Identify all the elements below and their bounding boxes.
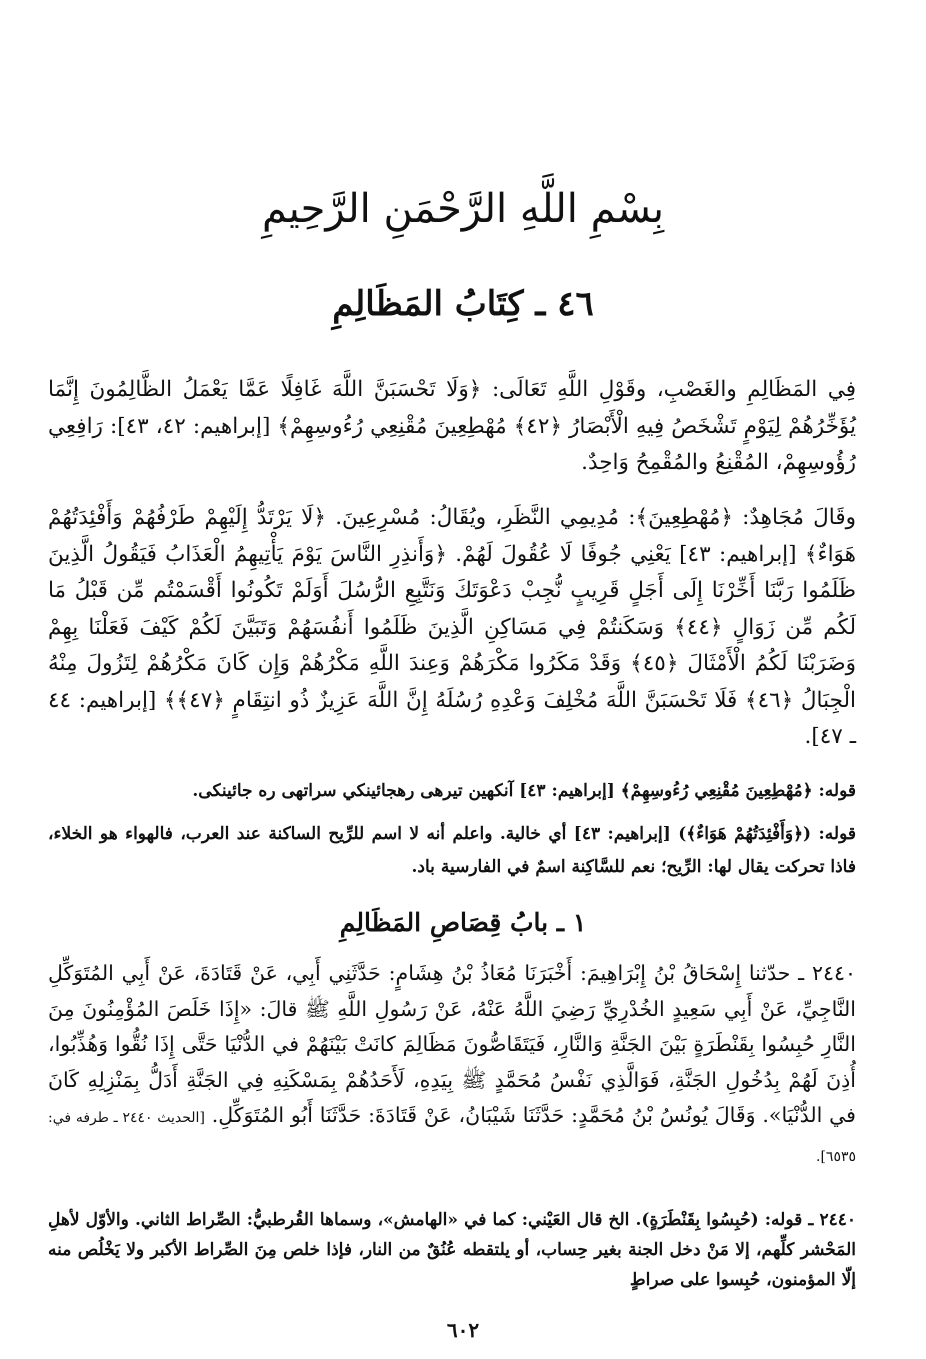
chapter-title: ١ ـ بابُ قِصَاصِ المَظَالِمِ	[339, 908, 587, 937]
commentary-note-2: قوله: (﴿وَأَفْئِدَتُهُمْ هَوَاءٌ﴾) [إبراهيم: ٤٣] أي خالية. واعلم أنه لا اسم للرِّيح الساكنة عند العرب، فالهواء هو الخلاء، فاذا تحركت يقال لها: الرِّيح؛ نعم للسَّاكِنة اسمٌ في الفارسية باد.	[48, 824, 856, 877]
hadith-text: ٢٤٤٠ ـ حدّثنا إِسْحَاقُ بْنُ إِبْرَاهِيمَ: أَخْبَرَنَا مُعَاذُ بْنُ هِشَامٍ: حَدَّثَنِي أَبِي، عَنْ قَتَادَةَ، عَنْ أَبِي المُتَوَكِّلِ النَّاجِيِّ، عَنْ أَبِي سَعِيدٍ الخُدْرِيِّ رَضِيَ اللَّهُ عَنْهُ، عَنْ رَسُولِ اللَّهِ ﷺ قالَ: «إِذَا خَلَصَ المُؤْمِنُونَ مِنَ النَّارِ حُبِسُوا بِقَنْطَرَةٍ بَيْنَ الجَنَّةِ وَالنَّارِ، فَيَتَقَاصُّونَ مَظَالِمَ كانَتْ بَيْنَهُمْ في الدُّنْيَا حَتَّى إِذَا نُقُّوا وَهُذِّبُوا، أُذِنَ لَهُمْ بِدُخُولِ الجَنَّةِ، فَوَالَّذِي نَفْسُ مُحَمَّدٍ ﷺ بِيَدِهِ، لَأَحَدُهُمْ بِمَسْكَنِهِ فِي الجَنَّةِ أَدَلُّ بِمَنْزِلِهِ كَانَ في الدُّنْيَا». وَقَالَ يُونُسُ بْنُ مُحَمَّدٍ: حَدَّثَنَا شَيْبَانُ، عَنْ قَتَادَةَ: حَدَّثَنَا أَبُو المُتَوَكِّلِ.	[48, 961, 856, 1127]
mujahid-paragraph: وقَالَ مُجَاهِدٌ: ﴿مُهْطِعِينَ﴾: مُدِيمِي النَّظَرِ، ويُقَالُ: مُسْرِعِينَ. ﴿لَا يَرْتَدُّ إِلَيْهِمْ طَرْفُهُمْ وَأَفْئِدَتُهُمْ هَوَاءٌ﴾ [إبراهيم: ٤٣] يَعْنِي جُوفًا لَا عُقُولَ لَهُمْ. ﴿وَأَنذِرِ النَّاسَ يَوْمَ يَأْتِيهِمُ الْعَذَابُ فَيَقُولُ الَّذِينَ ظَلَمُوا رَبَّنَا أَخِّرْنَا إِلَى أَجَلٍ قَرِيبٍ نُّجِبْ دَعْوَتَكَ وَنَتَّبِعِ الرُّسُلَ أَوَلَمْ تَكُونُوا أَقْسَمْتُم مِّن قَبْلُ مَا لَكُم مِّن زَوَالٍ ﴿٤٤﴾ وَسَكَنتُمْ فِي مَسَاكِنِ الَّذِينَ ظَلَمُوا أَنفُسَهُمْ وَتَبَيَّنَ لَكُمْ كَيْفَ فَعَلْنَا بِهِمْ وَضَرَبْنَا لَكُمُ الْأَمْثَالَ ﴿٤٥﴾ وَقَدْ مَكَرُوا مَكْرَهُمْ وَعِندَ اللَّهِ مَكْرُهُمْ وَإِن كَانَ مَكْرُهُمْ لِتَزُولَ مِنْهُ الْجِبَالُ ﴿٤٦﴾ فَلَا تَحْسَبَنَّ اللَّهَ مُخْلِفَ وَعْدِهِ رُسُلَهُ إِنَّ اللَّهَ عَزِيزٌ ذُو انتِقَامٍ ﴿٤٧﴾﴾ [إبراهيم: ٤٤ ـ ٤٧].	[48, 505, 857, 749]
hadith-reference: [الحديث ٢٤٤٠ ـ طرفه في: ٦٥٣٥].	[48, 1110, 856, 1165]
commentary-note-1: قوله: ﴿مُهْطِعِينَ مُقْنِعِي رُءُوسِهِمْ﴾ [إبراهيم: ٤٣] آنكهين تيرهى رهجائينكي سراتهى ره جائينكى.	[192, 781, 856, 801]
page-number: ٦٠٢	[446, 1318, 480, 1342]
book-title: ٤٦ ـ كِتَابُ المَظَالِمِ	[332, 284, 594, 324]
basmala-heading: بِسْمِ اللَّهِ الرَّحْمَنِ الرَّحِيمِ	[261, 186, 665, 232]
hadith-paragraph	[48, 956, 856, 1175]
commentary-note-3: ٢٤٤٠ ـ قوله: (حُبِسُوا بِقَنْطَرَةٍ). الخ قال العَيْني: كما في «الهامش»، وسماها القُرطبيُّ: الصِّراط الثاني. والأوّل لأهلِ المَحْشر كلِّهم، إلا مَنْ دخل الجنة بغير حِساب، أو يلتقطه عُنُقٌ من النار، فإذا خلص مِنَ الصِّراط الأكبر ولا يَخْلُص منه إلّا المؤمنون، حُبِسوا على صراطٍ	[48, 1210, 856, 1290]
intro-paragraph: فِي المَظَالِمِ والغَصْبِ، وقَوْلِ اللَّهِ تَعَالَى: ﴿وَلَا تَحْسَبَنَّ اللَّهَ غَافِلًا عَمَّا يَعْمَلُ الظَّالِمُونَ إِنَّمَا يُؤَخِّرُهُمْ لِيَوْمٍ تَشْخَصُ فِيهِ الْأَبْصَارُ ﴿٤٢﴾ مُهْطِعِينَ مُقْنِعِي رُءُوسِهِمْ﴾ [إبراهيم: ٤٢، ٤٣]: رَافِعِي رُؤُوسِهِمْ، المُقْنِعُ والمُقْمِحُ وَاحِدٌ.	[48, 377, 856, 475]
footnote-divider	[48, 1198, 856, 1199]
